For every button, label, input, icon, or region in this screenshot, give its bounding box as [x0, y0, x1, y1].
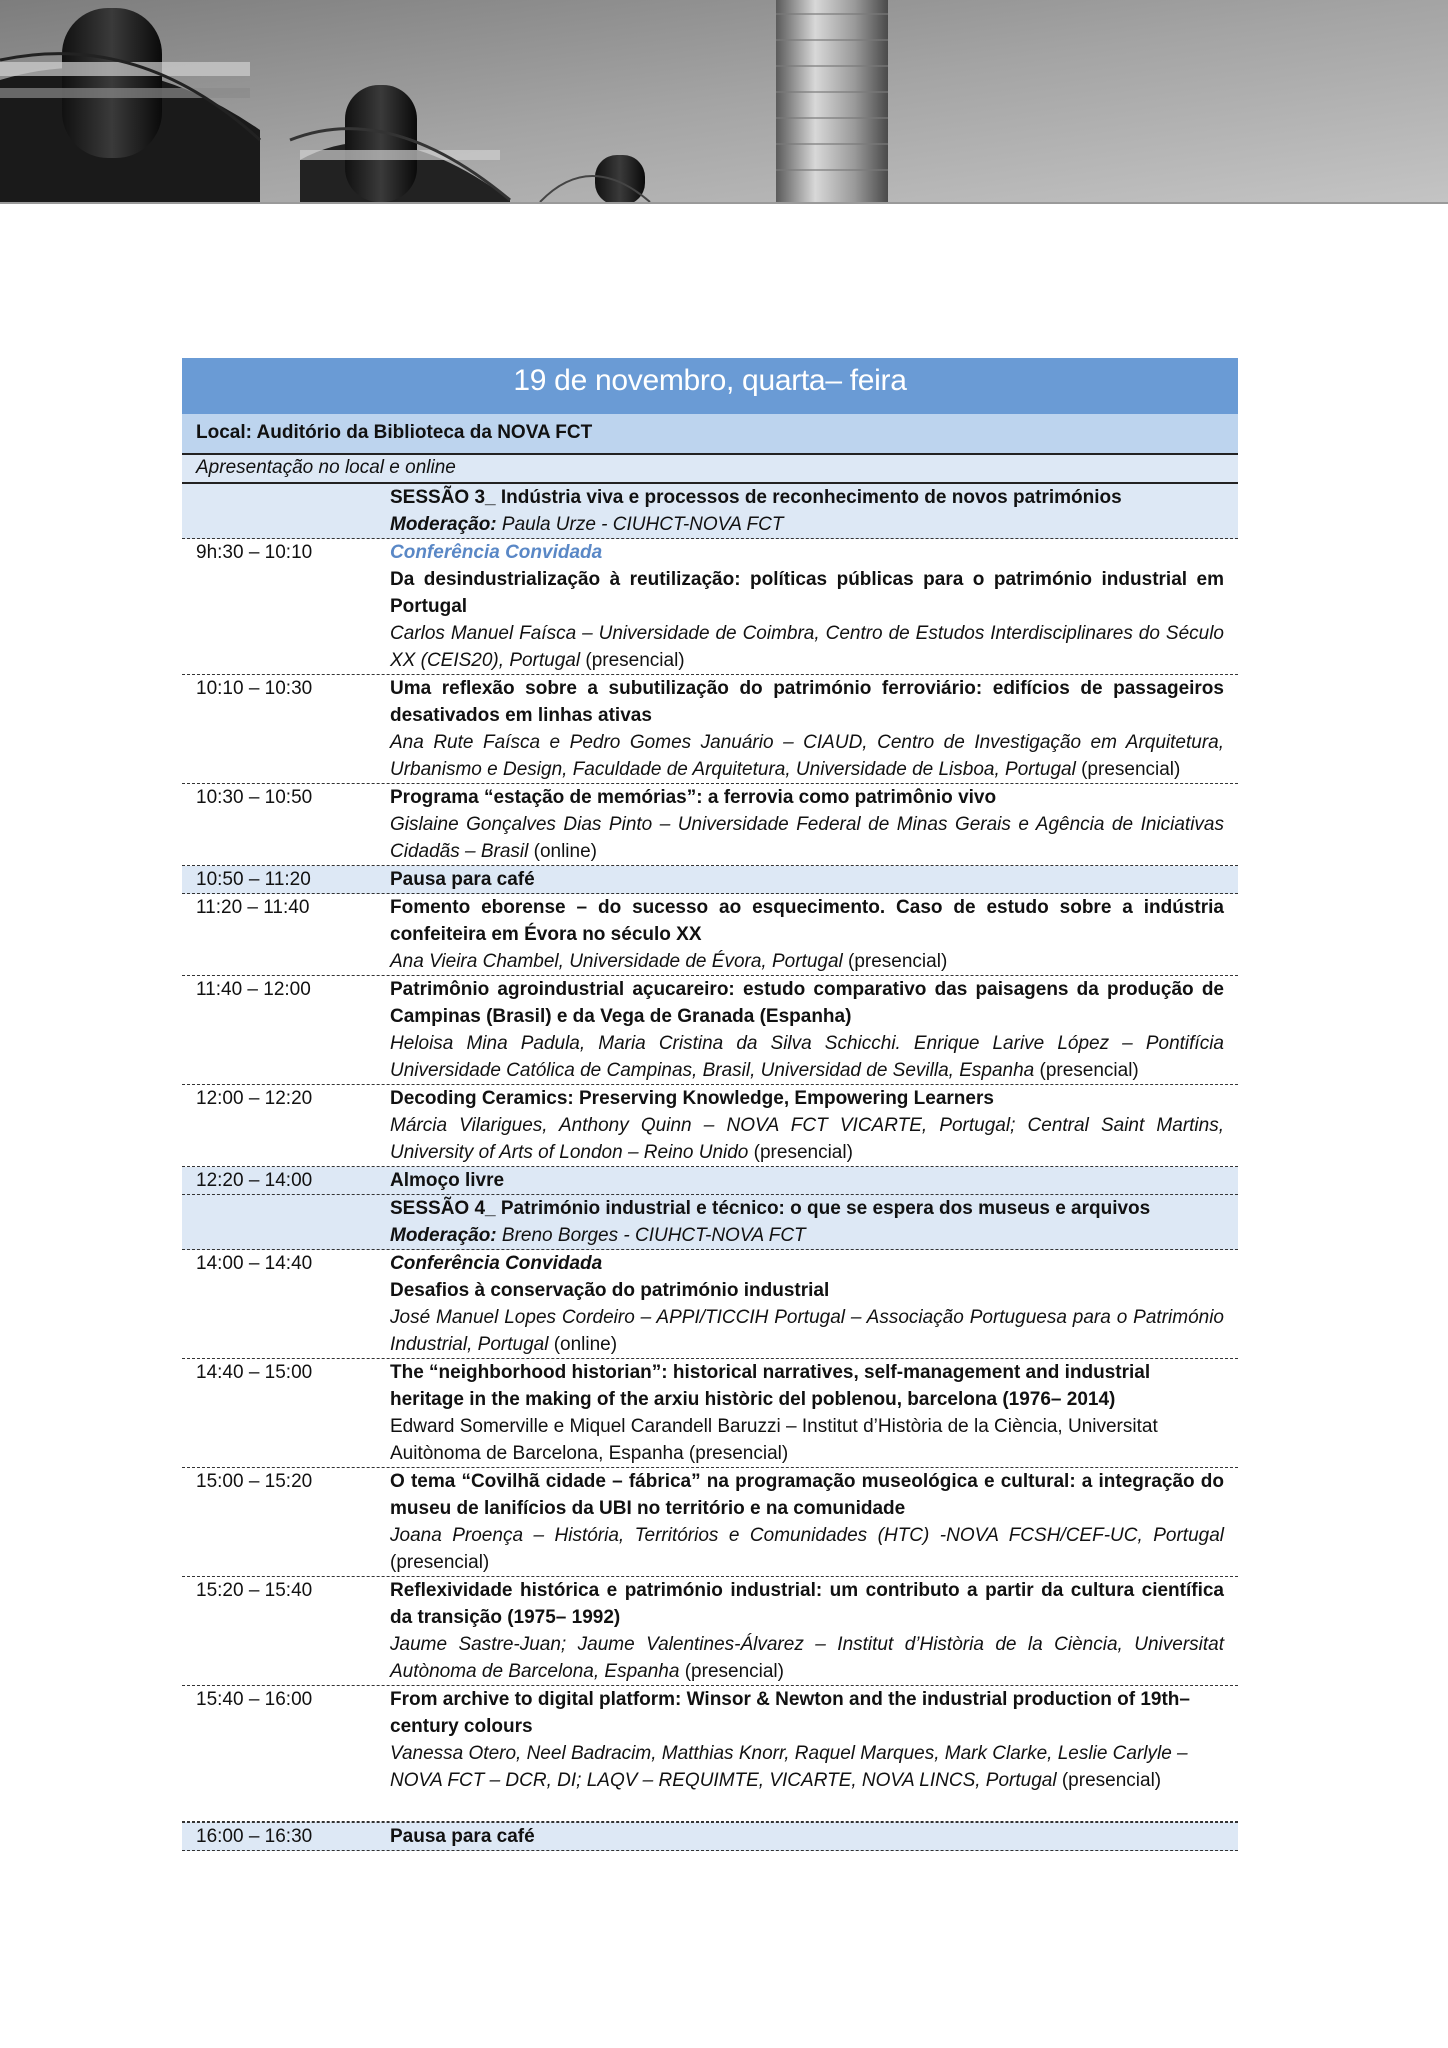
header-photo-edge: [0, 202, 1448, 204]
row-time: 15:00 – 15:20: [196, 1471, 313, 1492]
talk-authors: Márcia Vilarigues, Anthony Quinn – NOVA FCT VICARTE, Portugal; Central Saint Martins, University of Arts of London – Reino Unido: [390, 1115, 1224, 1163]
row-time: 10:50 – 11:20: [196, 869, 311, 890]
schedule-row: [182, 1250, 1238, 1359]
schedule-row: [182, 1359, 1238, 1468]
schedule-row: [182, 1468, 1238, 1577]
header-photo-industrial-chimneys: [0, 0, 1448, 202]
talk-authors: Ana Rute Faísca e Pedro Gomes Januário – CIAUD, Centro de Investigação em Arquitetura, Urbanismo e Design, Faculdade de Arquitetura, Universidade de Lisboa, Portugal: [390, 732, 1224, 780]
talk-authors: José Manuel Lopes Cordeiro – APPI/TICCIH Portugal – Associação Portuguesa para o Património Industrial, Portugal: [390, 1307, 1224, 1355]
talk-mode: (online): [548, 1334, 618, 1355]
invited-conference-label: Conferência Convidada: [390, 1253, 603, 1274]
row-time: 10:30 – 10:50: [196, 787, 313, 808]
schedule-row: [182, 675, 1238, 784]
session-3-header-row: [182, 484, 1238, 539]
talk-mode: (presencial): [748, 1142, 853, 1163]
talk-mode: (presencial): [679, 1661, 784, 1682]
talk-mode: (presencial): [1056, 1770, 1162, 1791]
row-time: 15:40 – 16:00: [196, 1689, 313, 1710]
industrial-photo-illustration: [0, 0, 1448, 202]
moderator: Breno Borges - CIUHCT-NOVA FCT: [496, 1225, 806, 1246]
session-title: SESSÃO 3_ Indústria viva e processos de reconhecimento de novos patrimónios: [390, 487, 1122, 508]
talk-mode: (presencial): [1034, 1060, 1139, 1081]
schedule-row: [182, 539, 1238, 675]
venue-label: Local: Auditório da Biblioteca da NOVA FCT: [196, 422, 593, 443]
session-title: SESSÃO 4_ Património industrial e técnico: o que se espera dos museus e arquivos: [390, 1198, 1151, 1219]
talk-title: Patrimônio agroindustrial açucareiro: estudo comparativo das paisagens da produção de Campinas (Brasil) e da Vega de Granada (Espanha): [390, 979, 1224, 1027]
row-time: 11:40 – 12:00: [196, 979, 311, 1000]
break-row: [182, 1822, 1238, 1851]
talk-title: Programa “estação de memórias”: a ferrovia como patrimônio vivo: [390, 787, 997, 808]
talk-authors: Joana Proença – História, Territórios e Comunidades (HTC) -NOVA FCSH/CEF-UC, Portugal: [390, 1525, 1224, 1546]
talk-mode: (online): [528, 841, 597, 862]
talk-authors: Ana Vieira Chambel, Universidade de Évora, Portugal: [390, 951, 843, 972]
talk-mode: (presencial): [842, 951, 948, 972]
talk-authors: Carlos Manuel Faísca – Universidade de Coimbra, Centro de Estudos Interdisciplinares do Século XX (CEIS20), Portugal: [390, 623, 1224, 671]
schedule-row: [182, 1577, 1238, 1686]
talk-mode: (presencial): [390, 1552, 490, 1573]
talk-title: The “neighborhood historian”: historical narratives, self-management and industrial heritage in the making of the arxiu històric del poblenou, barcelona (1976– 2014): [390, 1362, 1151, 1410]
day-title: 19 de novembro, quarta– feira: [182, 358, 1238, 414]
talk-title: Fomento eborense – do sucesso ao esquecimento. Caso de estudo sobre a indústria confeiteira em Évora no século XX: [390, 897, 1224, 945]
schedule-row: [182, 894, 1238, 976]
lunch-row: [182, 1167, 1238, 1195]
schedule-row: [182, 1085, 1238, 1167]
schedule-row: [182, 976, 1238, 1085]
row-time: [182, 1195, 390, 1249]
break-title: Pausa para café: [390, 1826, 535, 1847]
row-time: 12:20 – 14:00: [196, 1170, 313, 1191]
row-time: 10:10 – 10:30: [196, 678, 313, 699]
talk-authors: Heloisa Mina Padula, Maria Cristina da Silva Schicchi. Enrique Larive López – Pontifícia Universidade Católica de Campinas, Brasil, Universidad de Sevilla, Espanha: [390, 1033, 1224, 1081]
row-time: 15:20 – 15:40: [196, 1580, 313, 1601]
session-4-header-row: [182, 1195, 1238, 1250]
moderation-label: Moderação:: [390, 514, 497, 535]
row-time: 11:20 – 11:40: [196, 897, 310, 918]
schedule-table: [182, 358, 1238, 1851]
talk-authors: Edward Somerville e Miquel Carandell Baruzzi – Institut d’Història de la Ciència, Universitat Auitònoma de Barcelona, Espanha (presencial): [390, 1416, 1158, 1464]
schedule-row: [182, 784, 1238, 866]
talk-authors: Gislaine Gonçalves Dias Pinto – Universidade Federal de Minas Gerais e Agência de Iniciativas Cidadãs – Brasil: [390, 814, 1224, 862]
moderator: Paula Urze - CIUHCT-NOVA FCT: [496, 514, 784, 535]
talk-title: Uma reflexão sobre a subutilização do património ferroviário: edifícios de passageiros desativados em linhas ativas: [390, 678, 1224, 726]
invited-conference-label: Conferência Convidada: [390, 542, 603, 563]
moderation-label: Moderação:: [390, 1225, 497, 1246]
row-time: 14:00 – 14:40: [196, 1253, 313, 1274]
break-title: Pausa para café: [390, 869, 535, 890]
break-row: [182, 866, 1238, 894]
talk-title: Da desindustrialização à reutilização: políticas públicas para o património industrial em Portugal: [390, 569, 1224, 617]
talk-authors: Vanessa Otero, Neel Badracim, Matthias Knorr, Raquel Marques, Mark Clarke, Leslie Carlyle – NOVA FCT – DCR, DI; LAQV – REQUIMTE, VICARTE, NOVA LINCS, Portugal: [390, 1743, 1188, 1791]
talk-title: Decoding Ceramics: Preserving Knowledge, Empowering Learners: [390, 1088, 994, 1109]
row-time: 9h:30 – 10:10: [196, 542, 313, 563]
row-time: 16:00 – 16:30: [196, 1826, 313, 1847]
venue-row: [182, 414, 1238, 455]
row-time: 14:40 – 15:00: [196, 1362, 313, 1383]
talk-title: O tema “Covilhã cidade – fábrica” na programação museológica e cultural: a integração do museu de lanifícios da UBI no território e na comunidade: [390, 1471, 1224, 1519]
row-time: [182, 484, 390, 538]
talk-title: Reflexividade histórica e património industrial: um contributo a partir da cultura científica da transição (1975– 1992): [390, 1580, 1224, 1628]
talk-mode: (presencial): [580, 650, 685, 671]
presentation-mode-row: Apresentação no local e online: [182, 455, 1238, 484]
talk-authors: Jaume Sastre-Juan; Jaume Valentines-Álvarez – Institut d’Història de la Ciència, Universitat Autònoma de Barcelona, Espanha: [390, 1634, 1224, 1682]
talk-mode: (presencial): [1075, 759, 1181, 780]
schedule-row: [182, 1686, 1238, 1822]
lunch-title: Almoço livre: [390, 1170, 505, 1191]
row-time: 12:00 – 12:20: [196, 1088, 313, 1109]
talk-title: From archive to digital platform: Winsor & Newton and the industrial production of 19th– century colours: [390, 1689, 1190, 1737]
talk-title: Desafios à conservação do património industrial: [390, 1280, 830, 1301]
